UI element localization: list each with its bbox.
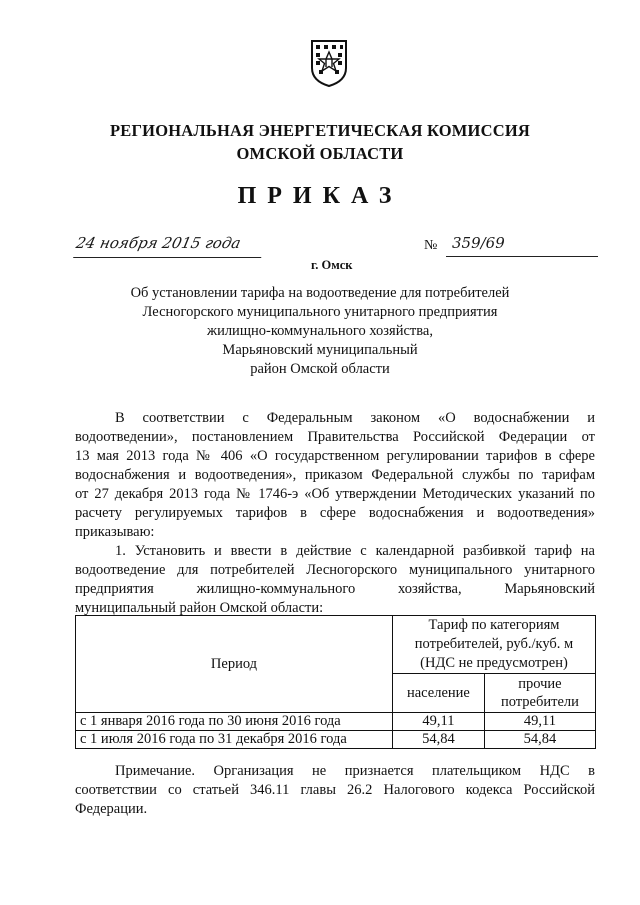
population-tariff-cell: 49,11 [393, 713, 485, 731]
preamble-line: В соответствии с Федеральным законом «О водоснабжении и [115, 410, 595, 426]
note-line: Федерации. [75, 801, 148, 817]
table-row [76, 713, 596, 731]
preamble-line: водоснабжения и водоотведения», приказом Федеральной службы по тарифам [75, 467, 595, 483]
subject-line: Лесногорского муниципального унитарного предприятия [142, 304, 498, 320]
tariff-header-line: (НДС не предусмотрен) [420, 655, 568, 671]
period-header: Период [76, 616, 393, 713]
document-type-title: ПРИКАЗ [237, 183, 403, 209]
note-line: соответствии со статьей 346.11 главы 26.2 Налогового кодекса Российской [75, 782, 595, 798]
item-1-line: водоотведение для потребителей Лесногорского муниципального унитарного [75, 562, 595, 578]
number-label: № [424, 238, 438, 253]
subject-line: Об установлении тарифа на водоотведение для потребителей [130, 285, 510, 301]
note-paragraph [75, 762, 595, 819]
item-1-line: предприятия жилищно-коммунального хозяйства, Марьяновский [75, 581, 595, 597]
other-tariff-cell: 54,84 [484, 731, 595, 749]
item-1-line: 1. Установить и ввести в действие с календарной разбивкой тариф на [115, 543, 595, 559]
item-1-line: муниципальный район Омской области: [75, 600, 324, 616]
preamble-line: 13 мая 2013 года № 406 «О государственном регулировании тарифов в сфере [75, 448, 595, 464]
preamble-line: водоотведении», постановлением Правительства Российской Федерации от [75, 429, 595, 445]
tariff-header-line: потребителей, руб./куб. м [414, 636, 574, 652]
handwritten-order-number: 359/69 [446, 231, 598, 257]
preamble-line: приказываю: [75, 524, 155, 540]
population-tariff-cell: 54,84 [393, 731, 485, 749]
other-header-line: потребители [500, 694, 579, 710]
other-tariff-cell: 49,11 [484, 713, 595, 731]
order-subject [120, 284, 520, 379]
tariff-header-line: Тариф по категориям [428, 617, 560, 633]
preamble-line: расчету регулируемых тарифов в сфере водоснабжения и водоотведения» [75, 505, 595, 521]
city-label: г. Омск [311, 258, 353, 272]
period-cell: с 1 января 2016 года по 30 июня 2016 года [76, 713, 393, 731]
other-header-line: прочие [518, 676, 562, 692]
period-cell: с 1 июля 2016 года по 31 декабря 2016 года [76, 731, 393, 749]
handwritten-date: 24 ноября 2015 года [73, 231, 267, 258]
table-row [76, 731, 596, 749]
item-1-paragraph [75, 542, 595, 618]
subject-line: район Омской области [250, 361, 390, 377]
tariff-header [393, 616, 596, 674]
other-consumers-column-header [484, 674, 595, 713]
organization-title-line2: ОМСКОЙ ОБЛАСТИ [236, 144, 404, 163]
subject-line: жилищно-коммунального хозяйства, [207, 323, 433, 339]
subject-line: Марьяновский муниципальный [222, 342, 418, 358]
tariff-table [75, 615, 596, 749]
organization-title-line1: РЕГИОНАЛЬНАЯ ЭНЕРГЕТИЧЕСКАЯ КОМИССИЯ [110, 121, 530, 140]
population-column-header: население [393, 674, 485, 713]
note-line: Примечание. Организация не признается плательщиком НДС в [115, 763, 595, 779]
coat-of-arms-icon [309, 38, 349, 88]
preamble-paragraph [75, 409, 595, 542]
preamble-line: от 27 декабря 2013 года № 1746-э «Об утверждении Методических указаний по [75, 486, 595, 502]
